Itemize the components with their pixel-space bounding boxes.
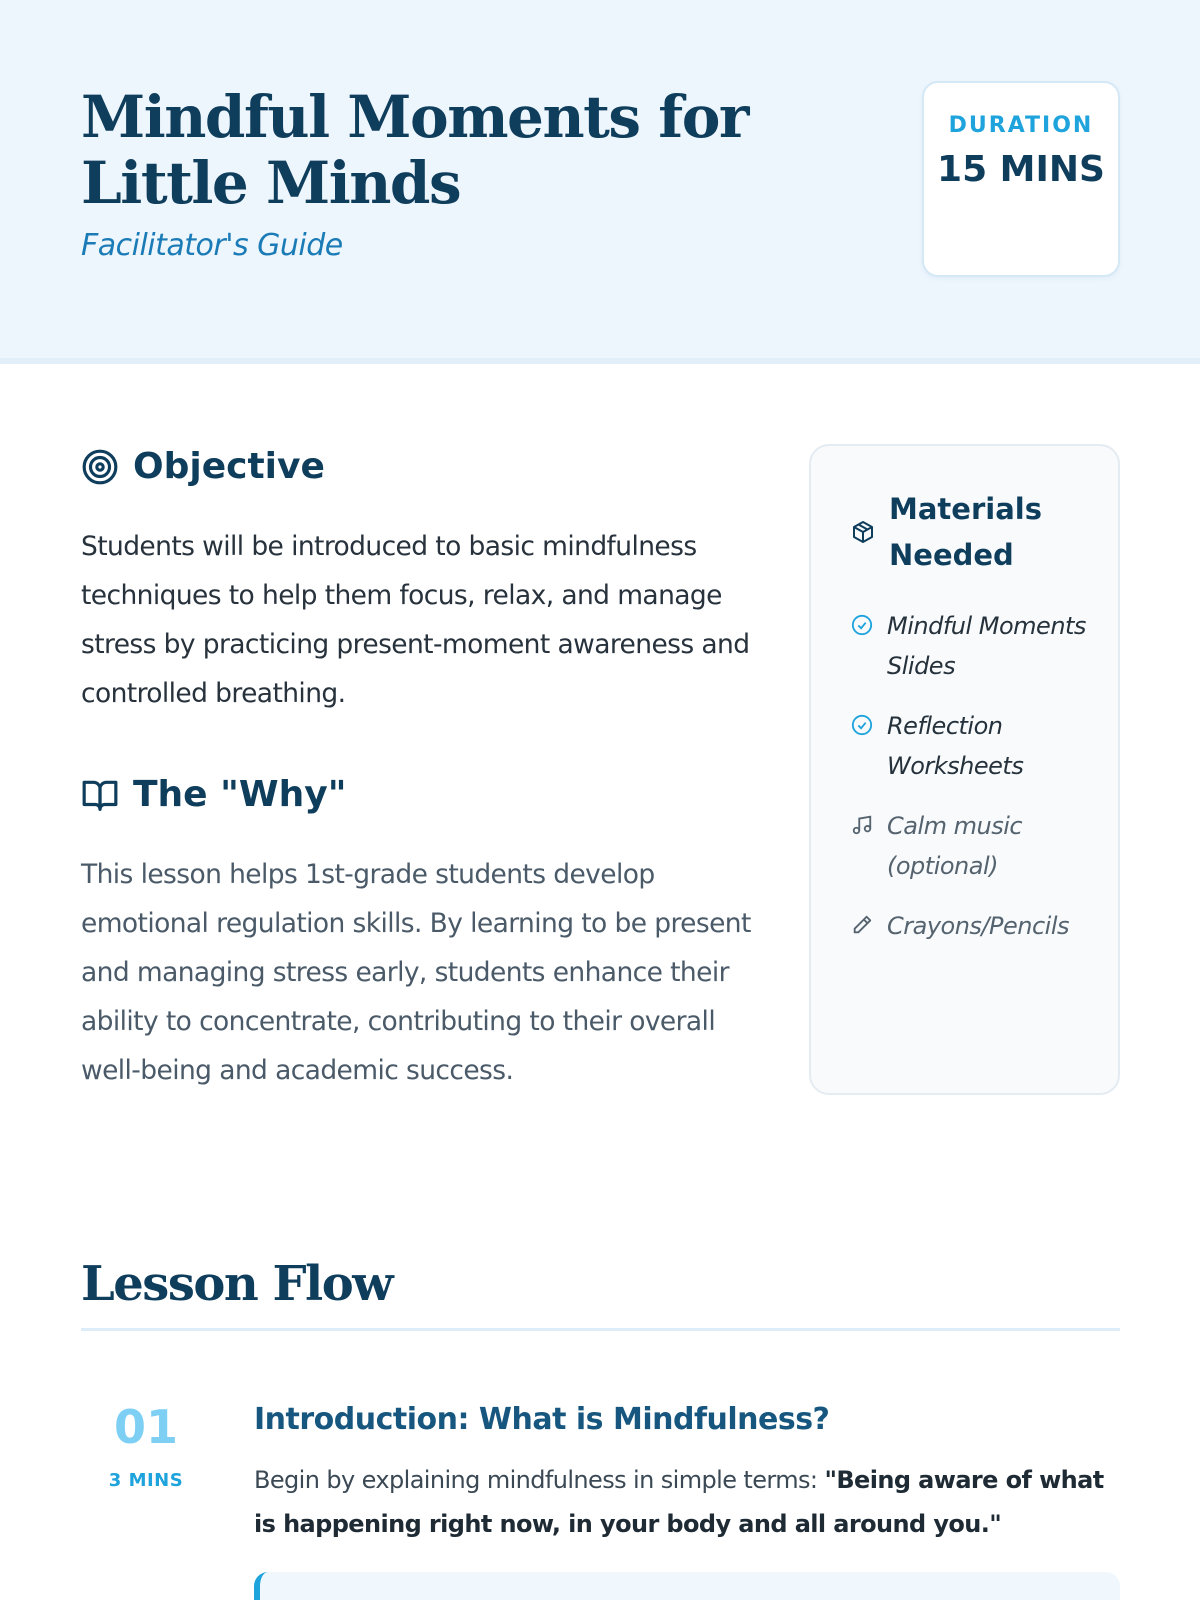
materials-heading xyxy=(851,486,1069,578)
material-label: Mindful Moments Slides xyxy=(887,612,1086,680)
check-circle-icon xyxy=(851,714,873,736)
material-label: Reflection Worksheets xyxy=(887,712,1024,780)
objective-heading xyxy=(81,446,325,487)
page-title: Mindful Moments for Little Minds xyxy=(81,83,748,217)
divider xyxy=(81,1328,1120,1331)
list-item xyxy=(851,806,1101,886)
duration-label: DURATION xyxy=(948,113,1094,138)
objective-text: Students will be introduced to basic mindfulness techniques to help them focus, relax, and manage stress by practicing present-moment awareness and controlled breathing. xyxy=(81,531,750,709)
music-icon xyxy=(851,814,873,836)
package-icon xyxy=(851,520,875,544)
materials-card xyxy=(809,444,1120,1095)
why-text: This lesson helps 1st-grade students develop emotional regulation skills. By learning to be present and managing stress early, students enhance their ability to concentrate, contributing to their overall well-being and academic success. xyxy=(81,859,751,1086)
pencil-icon xyxy=(851,914,873,936)
materials-heading-text: Materials Needed xyxy=(889,492,1042,572)
objective-heading-text: Objective xyxy=(133,446,325,487)
book-open-icon xyxy=(81,776,119,814)
step-description-text: Begin by explaining mindfulness in simple terms: xyxy=(254,1466,825,1494)
lesson-flow-title: Lesson Flow xyxy=(81,1256,393,1312)
step-quote: "Being aware of what is happening right now, in your body and all around you." xyxy=(254,1466,1104,1538)
why-heading-text: The "Why" xyxy=(133,774,347,815)
duration-value: 15 MINS xyxy=(937,149,1105,190)
step-duration: 3 MINS xyxy=(108,1470,184,1491)
check-circle-icon xyxy=(851,614,873,636)
list-item xyxy=(851,606,1101,686)
material-label: Crayons/Pencils xyxy=(887,912,1070,940)
step-title: Introduction: What is Mindfulness? xyxy=(254,1402,830,1437)
why-heading xyxy=(81,774,346,815)
list-item xyxy=(851,906,1101,946)
page-header xyxy=(0,0,1200,364)
materials-list xyxy=(851,606,1101,966)
material-label: Calm music (optional) xyxy=(887,812,1023,880)
page-subtitle: Facilitator's Guide xyxy=(81,228,343,263)
step-callout xyxy=(254,1572,1120,1600)
step-description xyxy=(254,1458,1124,1546)
list-item xyxy=(851,706,1101,786)
duration-card xyxy=(922,81,1120,277)
target-icon xyxy=(81,448,119,486)
step-number: 01 xyxy=(113,1400,178,1454)
